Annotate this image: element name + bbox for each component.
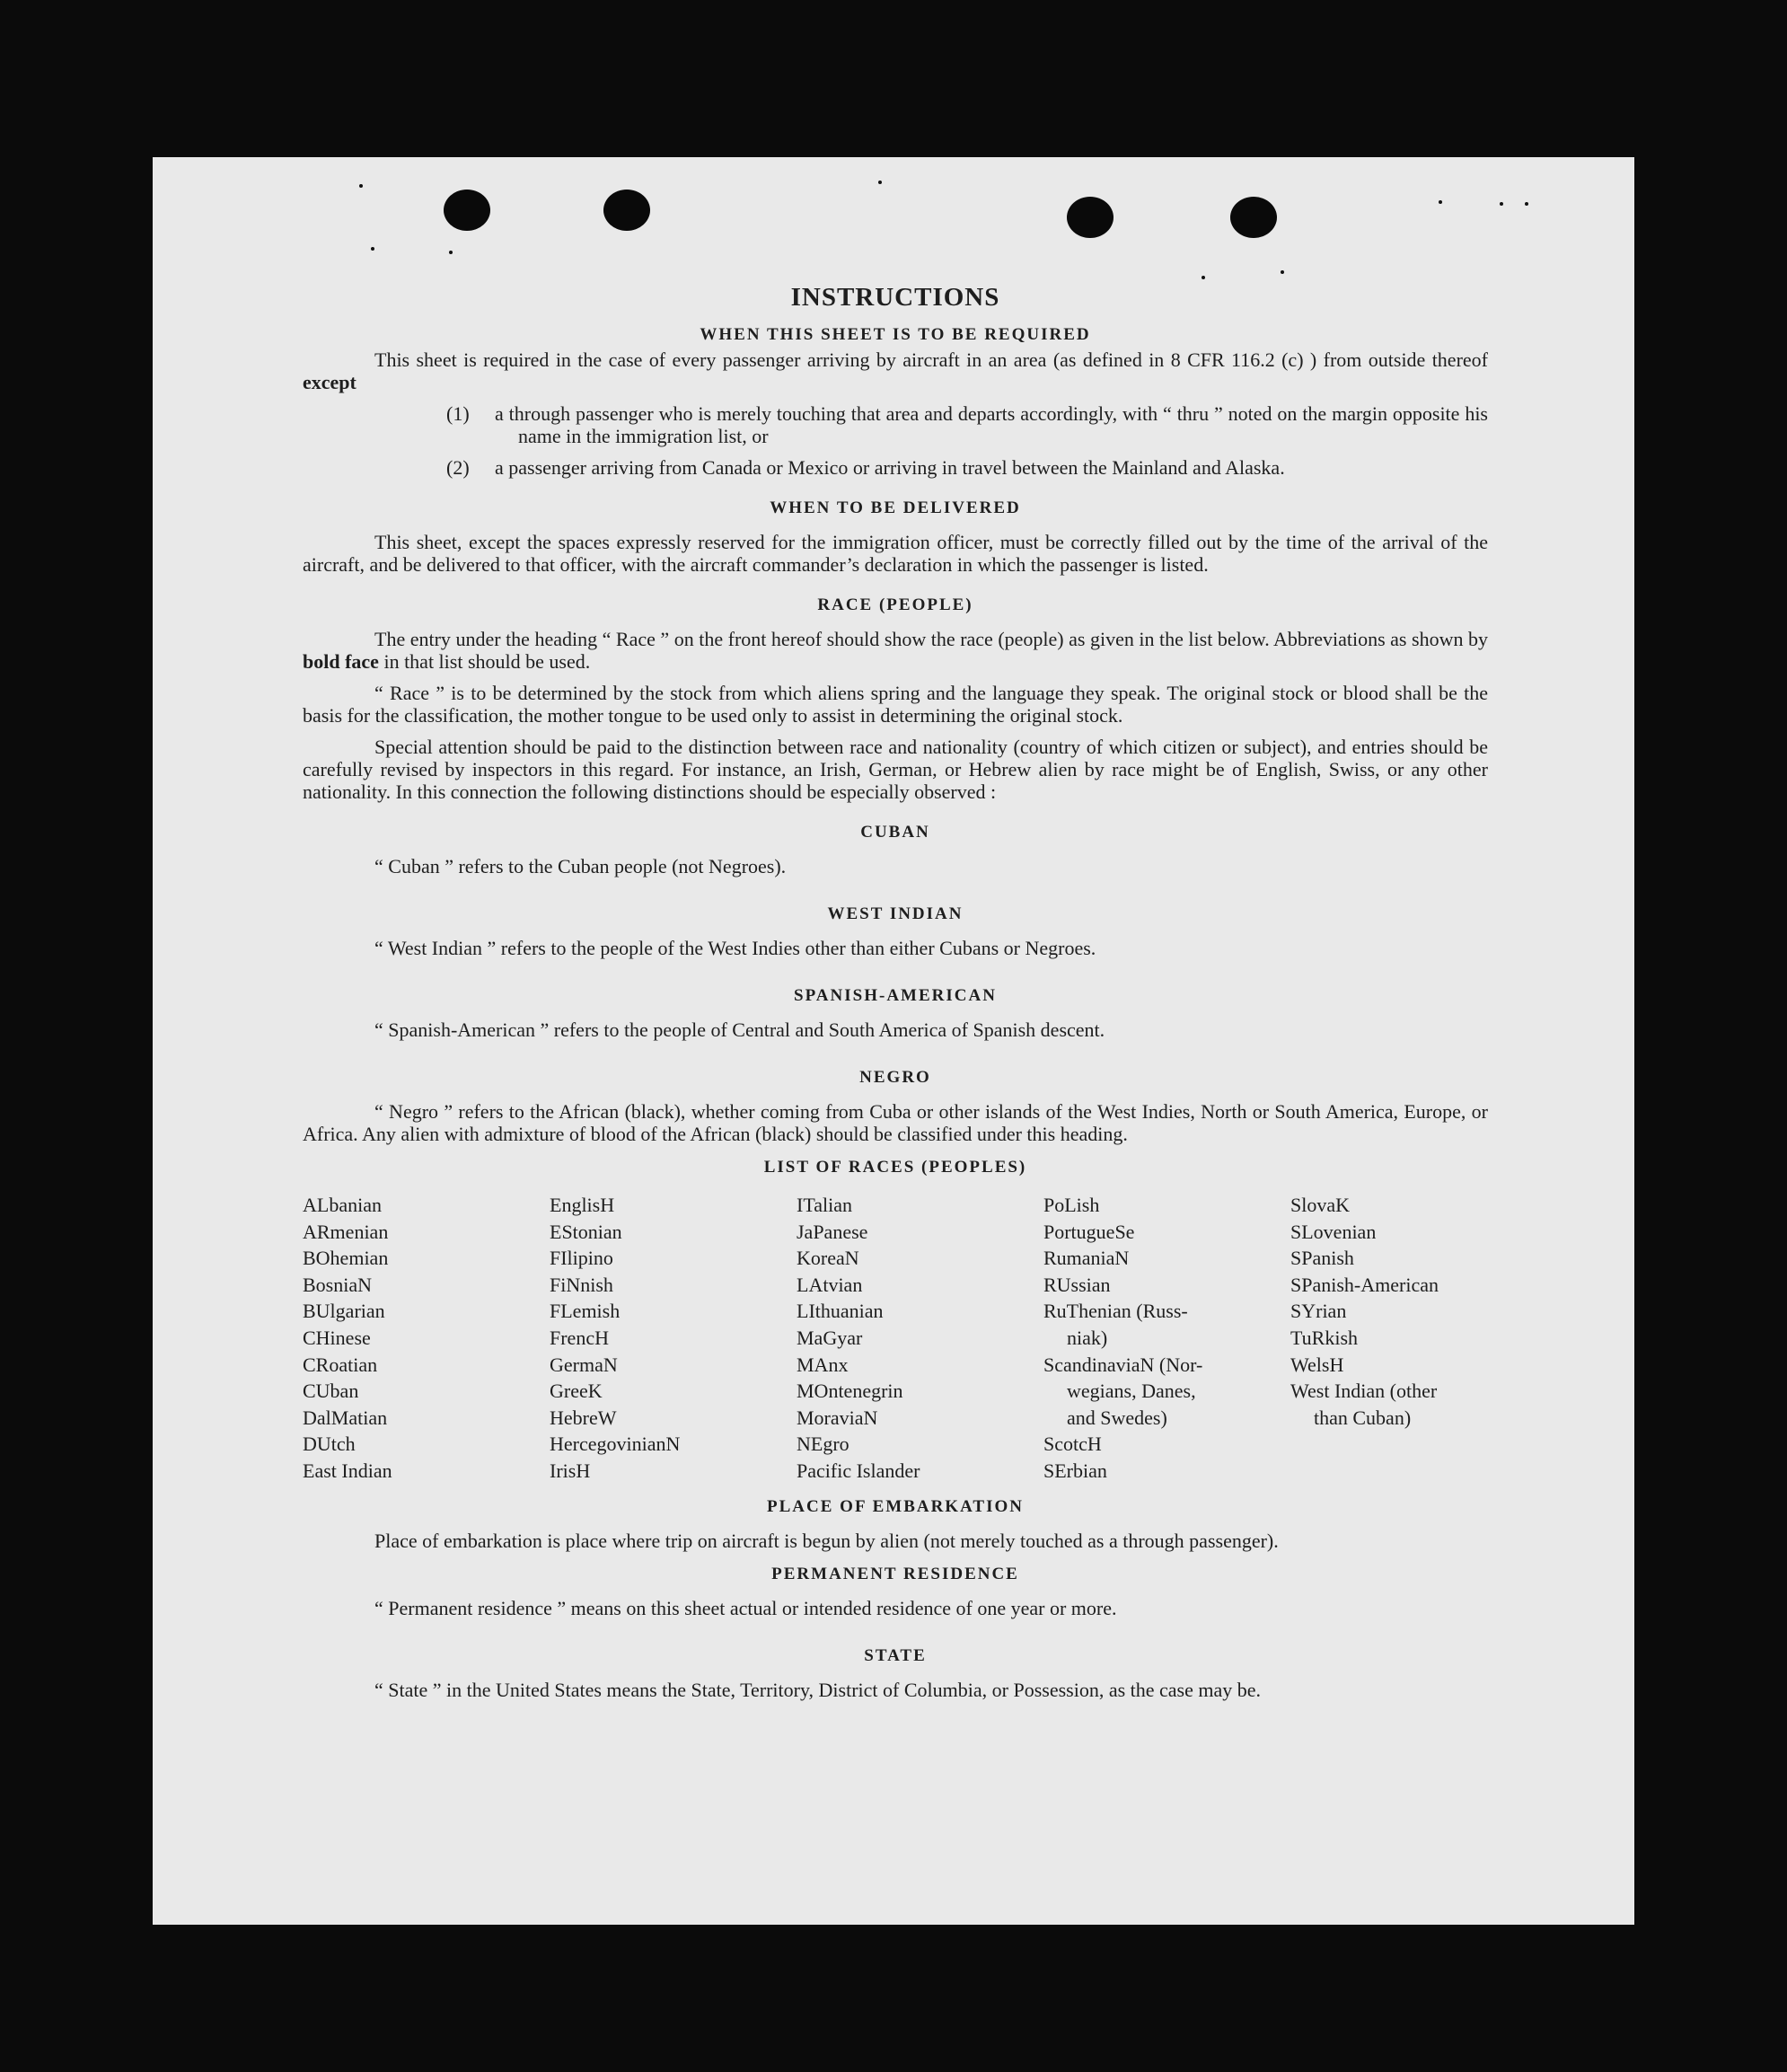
text: a passenger arriving from Canada or Mexico or arriving in travel between the Mainland and Alaska. <box>495 456 1285 479</box>
race-entry: FrencH <box>550 1326 609 1349</box>
punch-hole <box>444 190 490 231</box>
race-entry <box>1290 1431 1488 1458</box>
race-entry <box>1290 1458 1488 1485</box>
paragraph: “ Cuban ” refers to the Cuban people (not Negroes). <box>374 855 787 877</box>
race-entry: SErbian <box>1043 1459 1107 1482</box>
race-entry: MoraviaN <box>797 1406 878 1429</box>
race-entry: SPanish-American <box>1290 1273 1439 1296</box>
race-entry: and Swedes) <box>1067 1406 1167 1429</box>
heading-permanent-residence: PERMANENT RESIDENCE <box>771 1564 1019 1583</box>
race-entry: West Indian (other <box>1290 1380 1438 1403</box>
paragraph: “ Spanish-American ” refers to the people of Central and South America of Spanish descent. <box>374 1018 1105 1041</box>
race-entry: ScandinaviaN (Nor- <box>1043 1353 1203 1376</box>
race-entry: RumaniaN <box>1043 1247 1130 1270</box>
heading-spanish-american: SPANISH-AMERICAN <box>794 986 997 1005</box>
punch-hole <box>1230 197 1277 238</box>
text: in that list should be used. <box>383 650 591 673</box>
race-entry: than Cuban) <box>1314 1406 1412 1429</box>
race-entry: DalMatian <box>303 1406 388 1429</box>
heading-embarkation: PLACE OF EMBARKATION <box>767 1496 1024 1516</box>
race-entry: FIlipino <box>550 1247 613 1270</box>
race-entry: CRoatian <box>303 1353 378 1376</box>
text: This sheet is required in the case of every passenger arriving by aircraft in an area (as defined in 8 CFR 116.2 (c) ) from outside thereof <box>374 348 1488 371</box>
heading-west-indian: WEST INDIAN <box>827 904 964 923</box>
race-entry: SlovaK <box>1290 1194 1350 1216</box>
race-entry: ARmenian <box>303 1220 389 1243</box>
speck <box>359 184 363 188</box>
race-entry: MaGyar <box>797 1326 863 1349</box>
race-entry: FiNnish <box>550 1273 613 1296</box>
page-title: INSTRUCTIONS <box>790 283 1000 312</box>
races-list <box>303 1192 1488 1485</box>
race-entry: KoreaN <box>797 1247 859 1270</box>
race-entry: LIthuanian <box>797 1300 884 1323</box>
race-entry: DUtch <box>303 1433 356 1456</box>
race-entry: PortugueSe <box>1043 1220 1135 1243</box>
race-entry: SYrian <box>1290 1300 1347 1323</box>
text: The entry under the heading “ Race ” on the front hereof should show the race (people) as given in the list below. Abbreviations as shown by <box>374 628 1488 650</box>
speck <box>1500 202 1503 206</box>
heading-when-required: WHEN THIS SHEET IS TO BE REQUIRED <box>700 325 1091 344</box>
paragraph <box>303 628 1488 673</box>
race-entry: IrisH <box>550 1459 591 1482</box>
speck <box>1202 276 1205 279</box>
paragraph: Special attention should be paid to the distinction between race and nationality (country of which citizen or subject), and entries should be carefully revised by inspectors in this regard. For instance, an Irish, German, or Hebrew alien by race might be of English, Swiss, or any other nationality. In this connection the following distinctions should be especially observed : <box>303 736 1488 803</box>
punch-hole <box>1067 197 1114 238</box>
speck <box>371 247 374 251</box>
heading-race: RACE (PEOPLE) <box>817 595 973 614</box>
speck <box>1439 200 1442 204</box>
bold-text: except <box>303 371 357 393</box>
paragraph: This sheet, except the spaces expressly reserved for the immigration officer, must be correctly filled out by the time of the arrival of the aircraft, and be delivered to that officer, with the aircraft commander’s declaration in which the passenger is listed. <box>303 531 1488 576</box>
text: a through passenger who is merely touching that area and departs accordingly, with “ thru ” noted on the margin opposite his name in the immigration list, or <box>495 402 1488 447</box>
heading-state: STATE <box>864 1645 927 1665</box>
race-entry: JaPanese <box>797 1220 868 1243</box>
race-entry: GermaN <box>550 1353 618 1376</box>
race-entry: Pacific Islander <box>797 1459 920 1482</box>
race-entry: PoLish <box>1043 1194 1100 1216</box>
speck <box>878 181 882 184</box>
paragraph: “ State ” in the United States means the State, Territory, District of Columbia, or Possession, as the case may be. <box>374 1678 1262 1701</box>
race-entry: CUban <box>303 1380 359 1403</box>
list-number: (1) <box>446 402 470 425</box>
race-entry: FLemish <box>550 1300 621 1323</box>
race-entry: RuThenian (Russ- <box>1043 1300 1188 1323</box>
heading-negro: NEGRO <box>859 1068 931 1087</box>
race-entry: GreeK <box>550 1380 603 1403</box>
instructions-content <box>303 283 1488 1701</box>
race-entry: NEgro <box>797 1433 849 1456</box>
document-sheet <box>153 157 1634 1925</box>
race-entry: ITalian <box>797 1194 852 1216</box>
race-entry: SPanish <box>1290 1247 1354 1270</box>
speck <box>1281 270 1284 274</box>
heading-cuban: CUBAN <box>860 823 930 842</box>
bold-text: bold face <box>303 650 379 673</box>
race-entry: wegians, Danes, <box>1067 1380 1196 1403</box>
paragraph: Place of embarkation is place where trip on aircraft is begun by alien (not merely touched as a through passenger). <box>374 1529 1279 1552</box>
race-entry: BUlgarian <box>303 1300 385 1323</box>
race-entry: ScotcH <box>1043 1433 1102 1456</box>
paragraph: “ Permanent residence ” means on this sheet actual or intended residence of one year or more. <box>374 1596 1117 1619</box>
race-entry: HebreW <box>550 1406 617 1429</box>
race-entry: WelsH <box>1290 1353 1344 1376</box>
punch-hole <box>603 190 650 231</box>
race-entry: HercegovinianN <box>550 1433 681 1456</box>
list-item <box>303 402 1488 447</box>
race-entry: EnglisH <box>550 1194 615 1216</box>
heading-list-of-races: LIST OF RACES (PEOPLES) <box>763 1158 1027 1177</box>
race-entry: CHinese <box>303 1326 371 1349</box>
race-entry: MAnx <box>797 1353 849 1376</box>
list-item <box>303 456 1488 479</box>
race-entry: ALbanian <box>303 1194 382 1216</box>
race-entry: BOhemian <box>303 1247 389 1270</box>
paragraph: “ Race ” is to be determined by the stock from which aliens spring and the language they speak. The original stock or blood shall be the basis for the classification, the mother tongue to be used only to assist in determining the original stock. <box>303 682 1488 727</box>
heading-when-delivered: WHEN TO BE DELIVERED <box>770 498 1021 517</box>
race-entry: LAtvian <box>797 1273 863 1296</box>
race-entry: EStonian <box>550 1220 622 1243</box>
race-entry: BosniaN <box>303 1273 372 1296</box>
race-entry: RUssian <box>1043 1273 1111 1296</box>
race-entry: TuRkish <box>1290 1326 1359 1349</box>
race-entry: East Indian <box>303 1459 392 1482</box>
speck <box>449 251 453 254</box>
race-entry: niak) <box>1067 1326 1108 1349</box>
paragraph: “ West Indian ” refers to the people of the West Indies other than either Cubans or Negroes. <box>374 937 1096 959</box>
paragraph: “ Negro ” refers to the African (black), whether coming from Cuba or other islands of the West Indies, North or South America, Europe, or Africa. Any alien with admixture of blood of the African (black) should be classified under this heading. <box>303 1100 1488 1145</box>
race-entry: SLovenian <box>1290 1220 1377 1243</box>
paragraph <box>303 348 1488 393</box>
race-entry: MOntenegrin <box>797 1380 903 1403</box>
speck <box>1525 202 1528 206</box>
list-number: (2) <box>446 456 470 479</box>
